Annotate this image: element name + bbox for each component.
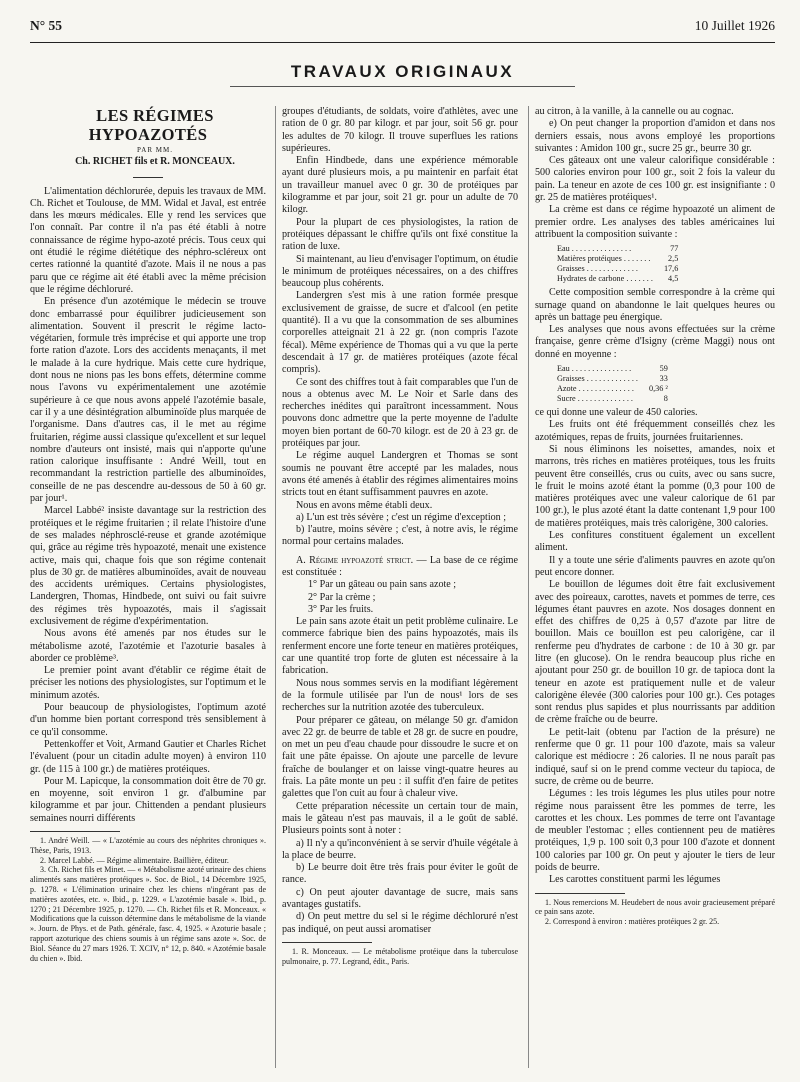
footnote: 1. André Weill. — « L'azotémie au cours des néphrites chroniques ». Thèse, Paris, 1913. [30,836,266,855]
footnote-rule [30,831,120,832]
paragraph: Nous avons été amenés par nos études sur le métabolisme azoté, l'azotémie et l'azoturie basales à aborder ce problème³. [30,628,266,664]
footnote: 3. Ch. Richet fils et Minet. — « Métabolisme azoté urinaire des chiens alimentés sans matières protéiques ». Soc. de Biol., 14 Décembre 1925, p. 1278. « L'élimination urinaire chez les chiens n'ingérant pas de matières azotées, etc. ». Ibid., p. 1229. « L'azotémie basale ». Ibid., p. 1270 ; 21 Décembre 1925, p. 1270. — Ch. Richet fils et R. Monceaux. « Modifications que la cuisson détermine dans le métabolisme de la viande ». Journ. de Phys. et de Path. générale, fasc. 4, 1925. « Azoturie basale ; rapport azoturique des chiens soumis à un régime sans azote ». Soc. de Biol. Séance du 27 mars 1926. T. XCIV, n° 12, p. 840. « Azotémie basale du chien ». Ibid. [30,865,266,963]
table-row [557,394,671,404]
paragraph: ce qui donne une valeur de 450 calories. [535,407,698,419]
paragraph: Pettenkoffer et Voit, Armand Gautier et Charles Richet l'évaluent (pour un citadin adulte moyen) à environ 110 gr. (de 115 à 100 gr.) de matières protéiques. [30,738,266,775]
table-cell: 4,5 [668,274,679,284]
paragraph: Marcel Labbé² insiste davantage sur la restriction des protéiques et le régime fruitarien ; il relate l'histoire d'une de ses malades néphrosclé-reuse et grande azotémique qui, grâce au régime très hypoazoté, menait une existence active, mais qui, chaque fois que son régime contenait plus de 30 gr. de matières albuminoïdes, avait de nouveau des accidents urémiques. Certains physiologistes, Landergren, Thomas, Hindbede, ont suivi ou fait suivre des régimes très hypoazotés, mais il s'agissait exclusivement de régime d'expérimentation. [30,505,266,627]
footnote: 2. Correspond à environ : matières protéiques 2 gr. 25. [545,917,720,927]
paragraph: Le bouillon de légumes doit être fait exclusivement avec des poireaux, carottes, navets et pommes de terre, ces légumes étant pauvres en azote. Nos dosages donnent en effet des chiffres de 0,25 à 0,57 d'azote par litre de bouillon. Mais ce bouillon est peu calorigène, car il renferme peu d'hydrates de carbone : de 10 à 30 gr. par litre (en glucose). On le rendra beaucoup plus riche en ajoutant pour 250 gr. de bouillon 10 gr. de tapioca dont la teneur en azote est pratiquement nulle et de valeur calorigène élevée (300 calories pour 100 gr.). Ces potages sont rendus plus sapides et plus nourrissants par addition de crème fraîche ou de beurre. [535,579,775,726]
paragraph: Légumes : les trois légumes les plus utiles pour notre régime nous paraissent être les pommes de terre, les carottes et les choux. Les pommes de terre ont l'avantage de meubler l'estomac ; elles contiennent peu de matières protéiques, 1,9 p. 100 soit 0,3 pour 100 d'azote et donnent 100 calories par 100 gr. On peut y ajouter le tiers de leur poids de beurre. [535,788,775,874]
paragraph: a) Il n'y a qu'inconvénient à se servir d'huile végétale à la place de beurre. [282,837,518,861]
header-rule [30,42,775,43]
column-2 [282,106,518,1068]
table-row [557,274,681,284]
table-cell: Sucre . . . . . . . . . . . . . . [557,394,633,404]
list-item: 3° Par les fruits. [308,603,374,615]
paragraph: a) L'un est très sévère ; c'est un régime d'exception ; [296,511,507,523]
table-cell: 33 [659,374,668,384]
regime-list [282,579,518,616]
table-cell: 0,36 ² [648,384,668,394]
paragraph: Les fruits ont été fréquemment conseillés chez les azotémiques, repas de fruits, journées fruitariennes. [535,419,775,443]
table-cell: Hydrates de carbone . . . . . . . [557,274,653,284]
paragraph: Cette préparation nécessite un certain tour de main, mais le gâteau n'est pas mauvais, il a le goût de sablé. Plusieurs points sont à noter : [282,800,518,837]
column-1 [30,106,266,1068]
paragraph: Le premier point avant d'établir ce régime était de préciser les notions des physiologistes, sur l'optimum et le minimum azotés. [30,665,266,701]
footnote: 1. R. Monceaux. — Le métabolisme protéique dans la tuberculose pulmonaire, p. 77. Legrand, édit., Paris. [282,946,518,966]
table-row [557,384,671,394]
table-cell: 59 [659,364,668,374]
paragraph: Landergren s'est mis à une ration formée presque exclusivement de graisse, de sucre et d'alcool (en petite quantité). Il a vu que la consommation de ses albumines corporelles atteignait 21 à 22 gr. (non compris l'azote fécal). Même expérience de Thomas qui a vu que la perte descendait à 17 gr. de matières protéiques (azote fécal compris). [282,290,518,376]
table-row [557,364,671,374]
table-cell: 17,6 [663,264,679,274]
column-divider [528,106,529,1068]
paragraph: Pour préparer ce gâteau, on mélange 50 gr. d'amidon avec 22 gr. de beurre de table et 28 gr. de sucre en poudre, on met un peu d'eau chaude pour dissoudre le sucre et on fait une pâte épaisse. On ajoute une parcelle de levure fraîche de boulanger et on laisse vingt-quatre heures au frais. La pâte monte un peu : il suffit d'en faire de petites galettes que l'on cuit au four à chaleur vive. [282,714,518,800]
table-cell: Matières protéiques . . . . . . . [557,254,651,264]
paragraph: Pour la plupart de ces physiologistes, la ration de protéiques dépassant le chiffre qu'ils ont fixé constitue la ration de luxe. [282,216,518,253]
footnote-rule [282,942,372,943]
paragraph: Pour beaucoup de physiologistes, l'optimum azoté d'un homme bien portant correspond très sensiblement à ce qu'il consomme. [30,702,266,738]
paragraph: e) On peut changer la proportion d'amidon et dans nos derniers essais, nous avons employé les proportions suivantes : Amidon 100 gr., sucre 25 gr., beurre 30 gr. [535,118,775,154]
paragraph: Pour M. Lapicque, la consommation doit être de 70 gr. en moyenne, soit environ 1 gr. d'albumine par kilogramme et par jour. Chittenden a pendant plusieurs semaines nourri différents [30,775,266,824]
regime-intro: — La base de ce régime est constituée : [282,554,518,578]
paragraph: Si nous éliminons les noisettes, amandes, noix et marrons, très riches en matières protéiques, tous les fruits peuvent être conseillés, crus ou cuits, avec ou sans sucre, le fruit le moins azoté étant la pomme (0,3 pour 100 de matières protéiques avec une valeur calorique de 61 par 100 gr.), le plus azoté étant la datte contenant 1,9 pour 100 de matières protéiques, mais très calorigène, 300 calories. [535,443,775,529]
table-cell: Azote . . . . . . . . . . . . . . [557,384,634,394]
list-item: 1° Par un gâteau ou pain sans azote ; [308,579,457,591]
table-row [557,264,681,274]
table-cell: Graisses . . . . . . . . . . . . . [557,374,638,384]
composition-table-american [557,244,681,284]
paragraph: Les analyses que nous avons effectuées sur la crème française, genre crème d'Isigny (crème Maggi) nous ont donné en moyenne : [535,324,775,360]
footnote-rule [535,893,625,894]
table-cell: Eau . . . . . . . . . . . . . . . [557,244,632,254]
paragraph: Ce sont des chiffres tout à fait comparables que l'un de nous a obtenus avec M. Le Noir et Sarle dans des recherches inédites qui paraîtront incessamment. Nous pouvons donc admettre que la perte moyenne de l'adulte moyen bien portant de 60-70 kilogr. est de 20 à 23 gr. de protéiques par jour. [282,376,518,450]
section-title: TRAVAUX ORIGINAUX [290,62,515,81]
paragraph: L'alimentation déchlorurée, depuis les travaux de MM. Ch. Richet et Toulouse, de MM. Widal et Javal, est entrée dans les mœurs médicales. Elle y rend les services que l'on connaît. Par contre il n'a pas été établi à notre connaissance de régime hypo-azoté précis. Tous ceux qui ont étudié le régime diététique des néphro-scléreux ont certes rationné la quantité d'azote. Mais il ne nous a pas paru que ce régime ait été établi avec la même précision que le régime déchloruré. [30,185,266,295]
journal-page [30,18,775,1068]
paragraph: Le régime auquel Landergren et Thomas se sont soumis ne pouvant être accepté par les malades, nous avons été amenés à établir des régimes alimentaires moins stricts tout en étant suffisamment pauvres en azote. [282,450,518,499]
paragraph: b) Le beurre doit être très frais pour éviter le goût de rance. [282,862,518,886]
footnotes [30,836,266,963]
paragraph: b) l'autre, moins sévère ; c'est, à notre avis, le régime normal pour certains malades. [282,524,518,548]
paragraph: En présence d'un azotémique le médecin se trouve donc embarrassé pour équilibrer judicieusement son alimentation. Souvent il prescrit le régime lacto-végétarien, formule très imprécise et qui apporte une trop forte ration d'azote. Lors des accidents menaçants, il met le malade à la cure hydrique. Mais cette cure hydrique, dont nous ne nions pas les bons effets, détermine comme nous l'avons vu expérimentalement une azotémie supérieure à ce que nous avons appelé l'azotémie basale, car il y a une désintégration albuminoïde plus marquée de l'organisme. Dans d'autres cas, il le met au régime fruitarien, régime aussi classique qu'excellent et sur lequel nombre d'auteurs ont insisté, mais qui n'apporte qu'une ration calorique insuffisante : André Weill, tout en recommandant la restriction partielle des albuminoïdes, conseille de ne pas descendre au-dessous de 50 à 60 gr. par jour¹. [30,296,266,505]
footnote: 2. Marcel Labbé. — Régime alimentaire. Baillière, éditeur. [40,855,229,865]
article-title: LES RÉGIMES HYPOAZOTÉS [88,106,214,144]
paragraph: Ces gâteaux ont une valeur calorifique considérable : 500 calories environ pour 100 gr., soit 2 fois la valeur du pain. La teneur en azote de ces 100 gr. est insignifiante : 0 gr. 25 de matières protéiques¹. [535,155,775,204]
footnote: 1. Nous remercions M. Heudebert de nous avoir gracieusement préparé ce pain sans azote. [535,897,775,917]
paragraph: au citron, à la vanille, à la cannelle ou au cognac. [535,106,734,117]
table-row [557,244,681,254]
paragraph: Les confitures constituent également un excellent aliment. [535,530,775,554]
paragraph: Cette composition semble correspondre à la crème qui surnage quand on abandonne le lait quelques heures ou après un battage peu énergique. [535,287,775,323]
article-byline-prefix: PAR MM. [137,146,173,154]
paragraph: Le pain sans azote était un petit problème culinaire. Le commerce fabrique bien des pains hypoazotés, mais ils renferment encore une forte teneur en matières protéiques, car une quantité trop forte de gluten est nécessaire à la fabrication. [282,616,518,677]
issue-date: 10 Juillet 1926 [694,18,775,33]
title-rule [133,177,163,178]
column-divider [275,106,276,1068]
paragraph: Le petit-lait (obtenu par l'action de la présure) ne renferme que 0 gr. 11 pour 100 d'azote, mais sa valeur calorique est médiocre : 26 calories. Il ne nous paraît pas indiqué, sauf si on le prend comme vecteur du tapioca, de sucre, de crème ou de beurre. [535,726,775,787]
article-columns [30,106,775,1068]
paragraph: Si maintenant, au lieu d'envisager l'optimum, on étudie le minimum de protéiques nécessaires, on a des chiffres beaucoup plus cohérents. [282,253,518,290]
paragraph: La crème est dans ce régime hypoazoté un aliment de premier ordre. Les analyses des tables américaines lui attribuent la composition suivante : [535,204,775,240]
article-authors: Ch. RICHET fils et R. MONCEAUX. [75,156,235,168]
table-cell: 8 [663,394,668,404]
list-item: 2° Par la crème ; [308,591,376,603]
paragraph: Les carottes constituent parmi les légumes [549,874,721,886]
column-3 [535,106,775,1068]
regime-heading: A. Régime hypoazoté strict. [296,554,414,566]
composition-table-french [557,364,671,404]
paragraph: Il y a toute une série d'aliments pauvres en azote qu'on peut encore donner. [535,554,775,578]
section-rule [230,86,575,87]
paragraph: c) On peut ajouter davantage de sucre, mais sans avantages gustatifs. [282,886,518,910]
footnotes [535,898,775,927]
table-row [557,254,681,264]
paragraph: Nous en avons même établi deux. [296,499,433,511]
paragraph: Nous nous sommes servis en la modifiant légèrement de la formule utilisée par l'un de nous¹ lors de ses recherches sur la nutrition azotée des tuberculeux. [282,677,518,714]
paragraph: d) On peut mettre du sel si le régime déchloruré n'est pas indiqué, on peut aussi aromatiser [282,911,518,935]
table-cell: Eau . . . . . . . . . . . . . . . [557,364,632,374]
table-cell: 77 [670,244,679,254]
paragraph: groupes d'étudiants, de soldats, voire d'athlètes, avec une ration de 0 gr. 80 par kilogr. et par jour, soit 56 gr. pour les adultes de 70 kilogr. Il trouve superflues les rations supérieures. [282,106,518,154]
regime-heading-paragraph [282,555,518,580]
issue-number: N° 55 [30,18,63,33]
table-row [557,374,671,384]
table-cell: Graisses . . . . . . . . . . . . . [557,264,638,274]
paragraph: Enfin Hindbede, dans une expérience mémorable ayant duré plusieurs mois, a pu maintenir en parfait état un travailleur manuel avec 0 gr. 30 de protéiques par kilogramme et par jour, soit 21 gr. pour un adulte de 70 kilogr. [282,155,518,216]
table-cell: 2,5 [668,254,679,264]
footnotes [282,947,518,967]
page-header [30,18,775,40]
